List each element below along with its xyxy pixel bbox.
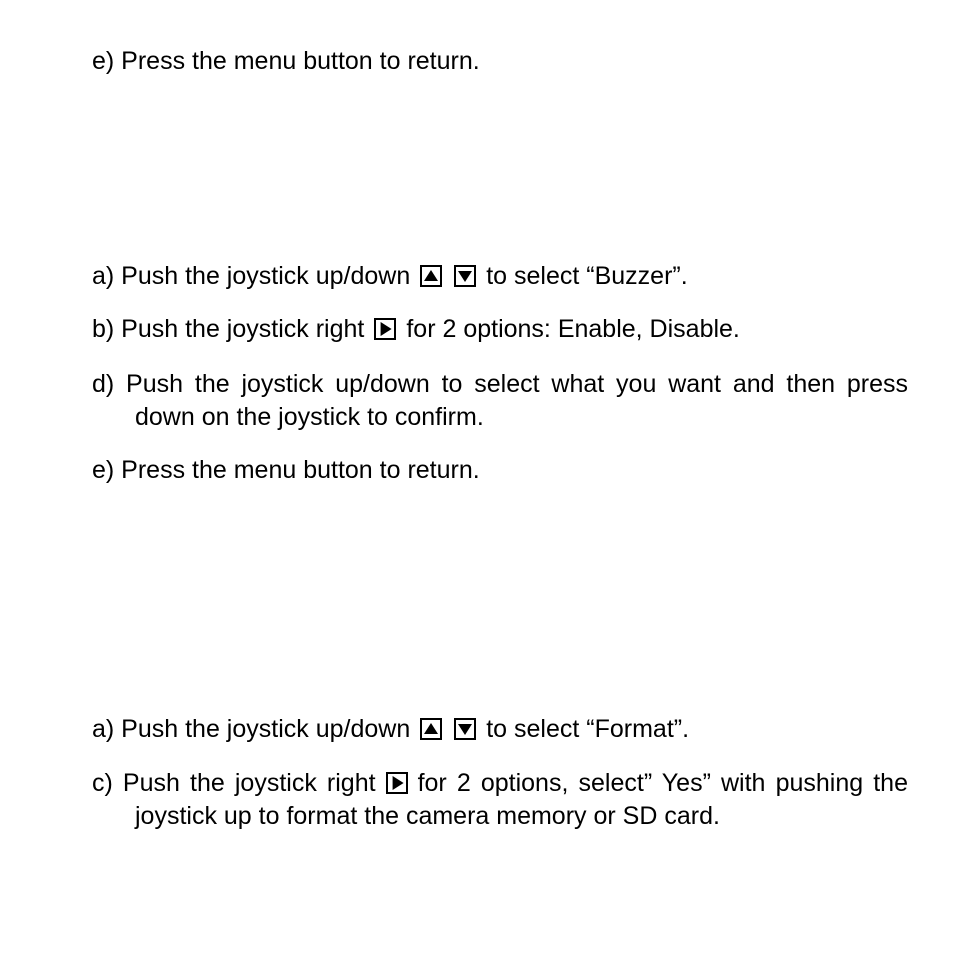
step-text: to select “Buzzer”. (486, 262, 688, 290)
step-text: b) Push the joystick right (92, 315, 365, 343)
format-step-c (92, 767, 908, 833)
format-step-a (92, 713, 908, 746)
step-text: to select “Format”. (486, 715, 690, 743)
step-text: e) Press the menu button to return. (92, 456, 480, 484)
buzzer-step-e (92, 454, 908, 487)
step-text: for 2 options, select” Yes” with pushing the joystick up to format the camera memory or SD card. (135, 769, 908, 830)
step-text: for 2 options: Enable, Disable. (406, 315, 740, 343)
step-text: a) Push the joystick up/down (92, 262, 411, 290)
up-arrow-box-icon (420, 718, 442, 740)
buzzer-step-b (92, 313, 908, 346)
up-arrow-box-icon (420, 265, 442, 287)
right-arrow-box-icon (386, 772, 408, 794)
buzzer-step-d (92, 368, 908, 434)
step-text: d) Push the joystick up/down to select what you want and then press down on the joystick to confirm. (92, 370, 908, 431)
down-arrow-box-icon (454, 265, 476, 287)
step-e-return (92, 45, 908, 78)
step-text: a) Push the joystick up/down (92, 715, 411, 743)
down-arrow-box-icon (454, 718, 476, 740)
right-arrow-box-icon (374, 318, 396, 340)
buzzer-step-a (92, 260, 908, 293)
step-text: c) Push the joystick right (92, 769, 376, 797)
step-text: e) Press the menu button to return. (92, 47, 480, 75)
